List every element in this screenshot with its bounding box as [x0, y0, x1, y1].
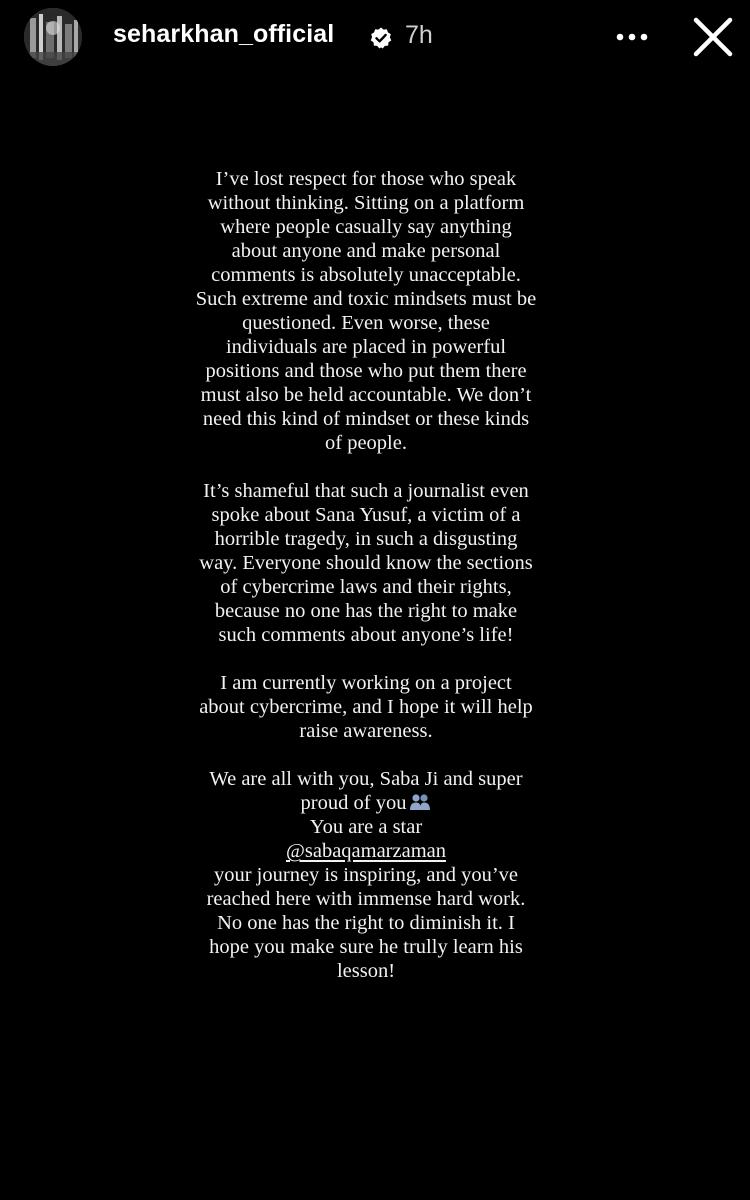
story-paragraph-1: I’ve lost respect for those who speak without thinking. Sitting on a platform where people casually say anything about anyone and make personal comments is absolutely unacceptable. Such extreme and toxic mindsets must be questioned. Even worse, these individuals are placed in powerful positions and those who put them there must also be held accountable. We don’t need this kind of mindset or these kinds of people. [195, 168, 537, 454]
profile-avatar[interactable] [24, 8, 82, 66]
close-icon[interactable] [688, 12, 738, 62]
story-paragraph-2: It’s shameful that such a journalist even spoke about Sana Yusuf, a victim of a horrible tragedy, in such a disgusting way. Everyone should know the sections of cybercrime laws and their rights, because no one has the right to make such comments about anyone’s life! [199, 480, 533, 646]
story-paragraph-3: I am currently working on a project about cybercrime, and I hope it will help raise awareness. [199, 672, 533, 742]
mention-link[interactable]: @sabaqamarzaman [285, 840, 447, 862]
story-header [0, 0, 750, 76]
story-paragraph-4 [195, 767, 537, 983]
avatar-image [24, 8, 82, 66]
verified-badge-icon [369, 26, 393, 50]
username-link[interactable]: seharkhan_official [113, 20, 335, 48]
post-timestamp: 7h [405, 21, 433, 49]
story-text-content [195, 167, 537, 983]
story-paragraph-4-tail: your journey is inspiring, and you’ve reached here with immense hard work. No one has the right to diminish it. I hope you make sure he trully learn his lesson! [206, 864, 526, 982]
story-paragraph-4-lead: We are all with you, Saba Ji and super proud of you [209, 768, 523, 814]
hugging-people-emoji-icon [409, 793, 431, 811]
more-options-icon[interactable] [612, 22, 652, 52]
story-paragraph-4-star: You are a star [309, 816, 423, 838]
